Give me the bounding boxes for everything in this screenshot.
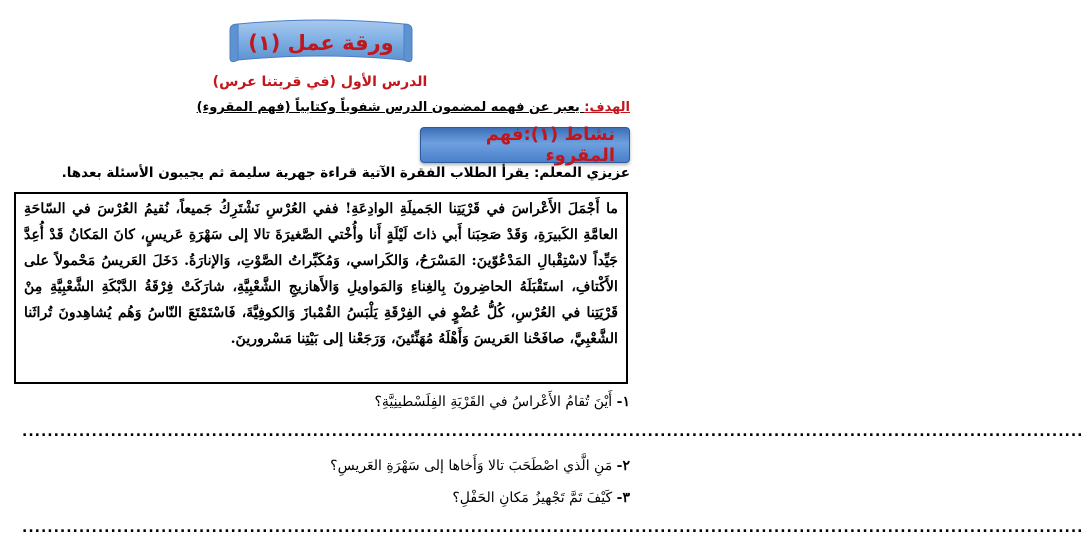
question-text: أَيْنَ تُقامُ الأَعْراسُ في القَرْيَةِ الفِلَسْطينِيَّةِ؟: [374, 394, 613, 410]
question-2: [330, 458, 630, 474]
answer-line-3[interactable]: ........................................................................................................................................................................: [22, 520, 1083, 536]
worksheet-title: ورقة عمل (١): [248, 31, 394, 55]
teacher-instruction: عزيزي المعلم: يقرأ الطلاب الفقرة الآتية قراءة جهرية سليمة ثم يجيبون الأسئلة بعدها.: [61, 165, 630, 181]
goal-line: [197, 100, 630, 115]
activity-title: نشاط (١):فهم المقروء: [485, 124, 615, 166]
activity-header: [420, 124, 630, 166]
question-number: ٢-: [616, 458, 630, 474]
question-text: مَنِ الَّذي اصْطَحَبَ تالا وَأَخاها إلى سَهْرَةِ العَريسِ؟: [330, 458, 613, 474]
question-3: [452, 490, 630, 506]
title-banner: [228, 18, 414, 68]
question-number: ١-: [616, 394, 630, 410]
reading-passage: ما أَجْمَلَ الأَعْراسَ في قَرْيَتِنا الجَميلَةِ الوادِعَةِ! ففي العُرْسِ نَشْتَرِكُ جَميعاً، نُقيمُ العُرْسَ في السّاحَةِ العامَّةِ الكَبيرَةِ، وَقَدْ صَحِبَنا أَبي ذاتَ لَيْلَةٍ أَنا وأُخْتي الصَّغيرَةَ تالا إلى سَهْرَةِ عَريسٍ، كانَ المَكانُ قَدْ أُعِدَّ جَيِّداً لاسْتِقْبالِ المَدْعُوّينَ: المَسْرَحُ، وَالكَراسي، وَمُكَبِّراتُ الصَّوْتِ، وَالإنارَةُ. دَخَلَ العَريسُ مَحْمولاً على الأَكْتافِ، استَقْبَلَهُ الحاضِرونَ بِالغِناءِ وَالمَواويلِ وَالأَهازيجِ الشَّعْبِيَّةِ، شارَكَتْ فِرْقَةُ الدَّبْكَةِ الشَّعْبِيَّةِ مِنْ قَرْيَتِنا في العُرْسِ، كُلُّ عُضْوٍ في الفِرْقَةِ يَلْبَسُ القُمْبازَ وَالكوفِيَّةَ، فَاسْتَمْتَعَ النّاسُ وَهُم يُشاهِدونَ تُراثَنا الشَّعْبِيَّ، صافَحْنا العَريسَ وَأَهْلَهُ مُهَنِّئينَ، وَرَجَعْنا إلى بَيْتِنا مَسْرورينَ.: [14, 192, 628, 384]
goal-label: الهدف:: [584, 100, 630, 115]
goal-text: يعبر عن فهمه لمضمون الدرس شفوياً وكتابياً (فهم المقروء): [196, 100, 585, 115]
question-1: [374, 394, 630, 410]
question-text: كَيْفَ تَمَّ تَجْهيزُ مَكانِ الحَفْلِ؟: [452, 490, 613, 506]
question-number: ٣-: [616, 490, 630, 506]
answer-line-1[interactable]: ........................................................................................................................................................................: [22, 424, 1083, 440]
lesson-title: الدرس الأول (في قريتنا عرس): [212, 74, 428, 90]
